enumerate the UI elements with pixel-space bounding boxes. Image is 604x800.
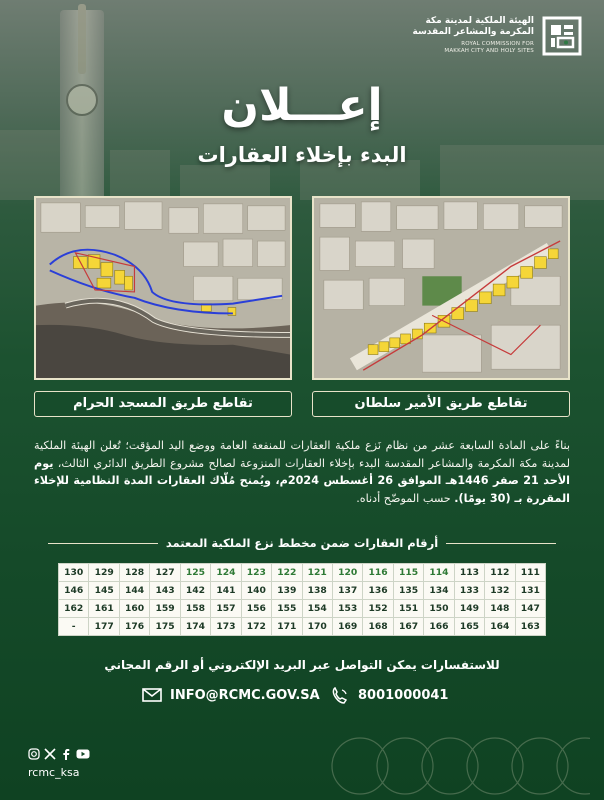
property-number-cell: 127 <box>150 564 180 582</box>
property-number-cell: 154 <box>302 600 332 618</box>
youtube-icon[interactable] <box>76 748 88 760</box>
property-number-cell: 161 <box>89 600 119 618</box>
property-number-cell: 131 <box>515 582 545 600</box>
body-text-date: يوم الأحد 21 صفر 1446هـ الموافق 26 أغسطس 2024م، ويُمنح مُلّاك العقارات المدة النظامية للإخلاء المقررة بـ (30 يومًا). <box>34 456 570 505</box>
x-icon[interactable] <box>44 748 56 760</box>
property-number-cell: 172 <box>241 618 271 636</box>
table-row <box>59 564 546 582</box>
social-icons <box>28 748 88 760</box>
property-number-cell: 113 <box>454 564 484 582</box>
property-number-cell: 167 <box>393 618 423 636</box>
contact-email[interactable] <box>142 685 320 705</box>
table-row <box>59 582 546 600</box>
phone-icon <box>330 687 350 703</box>
property-number-cell: 139 <box>272 582 302 600</box>
property-number-cell: 125 <box>180 564 210 582</box>
property-number-cell: 149 <box>454 600 484 618</box>
property-number-cell: 145 <box>89 582 119 600</box>
property-number-cell: 173 <box>211 618 241 636</box>
page-title: إعـــلان <box>221 80 383 131</box>
property-number-cell: 177 <box>89 618 119 636</box>
facebook-icon[interactable] <box>60 748 72 760</box>
property-number-cell: 133 <box>454 582 484 600</box>
property-number-cell: 165 <box>454 618 484 636</box>
property-number-cell: 169 <box>332 618 362 636</box>
property-number-cell: 163 <box>515 618 545 636</box>
property-number-cell: 128 <box>119 564 149 582</box>
property-number-cell: 111 <box>515 564 545 582</box>
property-number-cell: 141 <box>211 582 241 600</box>
envelope-icon <box>142 687 162 703</box>
brand-name-en: ROYAL COMMISSION FOR MAKKAH CITY AND HOLY SITES <box>444 41 534 54</box>
body-text-intro: بناءً على المادة السابعة عشر من نظام نَزع ملكية العقارات للمنفعة العامة ووضع اليد المؤقت؛ تُعلن الهيئة الملكية لمدينة مكة المكرمة والمشاعر المقدسة البدء بإخلاء العقارات المنزوعة لصالح مشروع الطريق الدائري الثالث، <box>34 439 570 470</box>
property-number-cell: 155 <box>272 600 302 618</box>
property-number-cell: 142 <box>180 582 210 600</box>
property-numbers-table <box>58 563 546 636</box>
property-number-cell: 123 <box>241 564 271 582</box>
brand-logo <box>413 16 583 56</box>
page-subtitle: البدء بإخلاء العقارات <box>197 143 407 167</box>
property-number-cell: 138 <box>302 582 332 600</box>
map-caption-masjid-haram: تقاطع طريق المسجد الحرام <box>34 391 292 417</box>
map-caption-prince-sultan: تقاطع طريق الأمير سلطان <box>312 391 570 417</box>
decorative-pattern <box>330 706 590 800</box>
property-number-cell: 160 <box>119 600 149 618</box>
property-number-cell: 143 <box>150 582 180 600</box>
property-number-cell: 112 <box>485 564 515 582</box>
property-number-cell: 144 <box>119 582 149 600</box>
property-number-cell: 157 <box>211 600 241 618</box>
table-row <box>59 600 546 618</box>
brand-mark-icon <box>542 16 582 56</box>
property-number-cell: 124 <box>211 564 241 582</box>
property-number-cell: - <box>59 618 89 636</box>
property-number-cell: 137 <box>332 582 362 600</box>
table-row <box>59 618 546 636</box>
phone-text[interactable]: 8001000041 <box>358 687 449 703</box>
property-number-cell: 114 <box>424 564 454 582</box>
brand-name-ar: الهيئة الملكية لمدينة مكة المكرمة والمشاعر المقدسة <box>412 16 534 37</box>
property-number-cell: 121 <box>302 564 332 582</box>
property-number-cell: 146 <box>59 582 89 600</box>
property-number-cell: 122 <box>272 564 302 582</box>
property-number-cell: 116 <box>363 564 393 582</box>
property-number-cell: 158 <box>180 600 210 618</box>
property-number-cell: 135 <box>393 582 423 600</box>
map-prince-sultan-intersection <box>312 196 570 380</box>
property-number-cell: 151 <box>393 600 423 618</box>
property-number-cell: 147 <box>515 600 545 618</box>
property-number-cell: 120 <box>332 564 362 582</box>
body-text-ref: حسب الموضّح أدناه. <box>356 491 451 505</box>
property-number-cell: 152 <box>363 600 393 618</box>
property-number-cell: 164 <box>485 618 515 636</box>
property-number-cell: 159 <box>150 600 180 618</box>
property-number-cell: 168 <box>363 618 393 636</box>
property-number-cell: 174 <box>180 618 210 636</box>
table-title: أرقام العقارات ضمن مخطط نزع الملكية المعتمد <box>34 536 570 550</box>
property-number-cell: 176 <box>119 618 149 636</box>
email-text[interactable]: INFO@RCMC.GOV.SA <box>170 687 320 703</box>
property-number-cell: 162 <box>59 600 89 618</box>
property-number-cell: 132 <box>485 582 515 600</box>
property-number-cell: 166 <box>424 618 454 636</box>
contact-title: للاستفسارات يمكن التواصل عبر البريد الإلكتروني أو الرقم المجاني <box>104 658 500 672</box>
property-number-cell: 171 <box>272 618 302 636</box>
property-number-cell: 129 <box>89 564 119 582</box>
property-number-cell: 148 <box>485 600 515 618</box>
property-number-cell: 115 <box>393 564 423 582</box>
property-number-cell: 134 <box>424 582 454 600</box>
property-number-cell: 130 <box>59 564 89 582</box>
property-number-cell: 140 <box>241 582 271 600</box>
property-number-cell: 175 <box>150 618 180 636</box>
property-number-cell: 153 <box>332 600 362 618</box>
map-al-masjid-al-haram-intersection <box>34 196 292 380</box>
contact-phone[interactable] <box>330 685 448 705</box>
property-number-cell: 150 <box>424 600 454 618</box>
property-number-cell: 136 <box>363 582 393 600</box>
property-number-cell: 170 <box>302 618 332 636</box>
instagram-icon[interactable] <box>28 748 40 760</box>
announcement-body <box>34 437 570 507</box>
property-number-cell: 156 <box>241 600 271 618</box>
social-handle[interactable]: rcmc_ksa <box>28 766 80 779</box>
